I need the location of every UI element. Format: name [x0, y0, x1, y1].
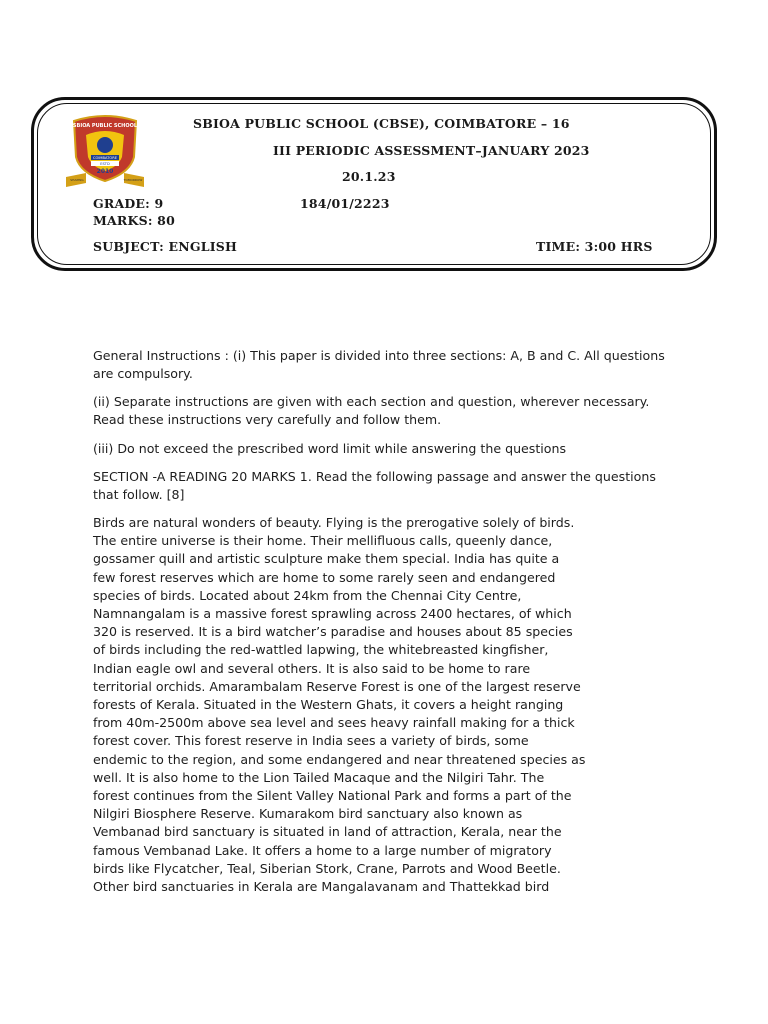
time-label: TIME: 3:00 HRS — [536, 239, 653, 254]
passage-line: Vembanad bird sanctuary is situated in land of attraction, Kerala, near the — [93, 824, 562, 840]
section-a-heading — [93, 468, 678, 504]
instruction-block-3 — [93, 440, 678, 458]
school-logo — [64, 113, 146, 189]
passage-line: endemic to the region, and some endangered and near threatened species as — [93, 751, 586, 767]
passage-line: species of birds. Located about 24km from the Chennai City Centre, — [93, 587, 522, 603]
passage-line: of birds including the red-wattled lapwing, the whitebreasted kingfisher, — [93, 642, 549, 658]
general-instructions — [93, 347, 678, 383]
passage-line: famous Vembanad Lake. It offers a home to a large number of migratory — [93, 842, 552, 858]
logo-ribbon-right: TOMORROW — [123, 178, 143, 182]
logo-text-top: SBIOA PUBLIC SCHOOL — [72, 123, 138, 129]
instruction-separate: (ii) Separate instructions are given with each section and question, wherever necessary. Read these instructions very carefully and follow them. — [93, 394, 650, 427]
passage-line: Indian eagle owl and several others. It is also said to be home to rare — [93, 660, 531, 676]
passage-line: 320 is reserved. It is a bird watcher’s paradise and houses about 85 species — [93, 624, 573, 640]
passage-line: Other bird sanctuaries in Kerala are Mangalavanam and Thattekkad bird — [93, 879, 550, 895]
instruction-word-limit: (iii) Do not exceed the prescribed word limit while answering the questions — [93, 441, 567, 456]
logo-year: 2010 — [96, 168, 114, 175]
assessment-title: III PERIODIC ASSESSMENT–JANUARY 2023 — [273, 143, 590, 158]
passage-line: Namnangalam is a massive forest sprawling across 2400 hectares, of which — [93, 606, 572, 622]
marks-label: MARKS: 80 — [93, 213, 175, 228]
logo-ribbon-left: SHAPING — [70, 178, 84, 182]
passage-line: forest continues from the Silent Valley National Park and forms a part of the — [93, 788, 572, 804]
grade-label: GRADE: 9 — [93, 196, 164, 211]
passage-line: The entire universe is their home. Their mellifluous calls, queenly dance, — [93, 533, 553, 549]
paper-code: 184/01/2223 — [300, 196, 390, 211]
passage-line: birds like Flycatcher, Teal, Siberian Stork, Crane, Parrots and Wood Beetle. — [93, 860, 561, 876]
reading-passage — [93, 514, 678, 896]
section-a-text: SECTION -A READING 20 MARKS 1. Read the following passage and answer the questions that follow. [8] — [93, 469, 656, 502]
instruction-block-2 — [93, 393, 678, 429]
passage-line: few forest reserves which are home to some rarely seen and endangered — [93, 569, 556, 585]
passage-line: from 40m-2500m above sea level and sees heavy rainfall making for a thick — [93, 715, 575, 731]
subject-label: SUBJECT: ENGLISH — [93, 239, 238, 254]
passage-line: forest cover. This forest reserve in India sees a variety of birds, some — [93, 733, 529, 749]
passage-line: Nilgiri Biosphere Reserve. Kumarakom bird sanctuary also known as — [93, 806, 523, 822]
passage-line: gossamer quill and artistic sculpture make them special. India has quite a — [93, 551, 560, 567]
school-name: SBIOA PUBLIC SCHOOL (CBSE), COIMBATORE – 16 — [193, 116, 570, 131]
exam-date: 20.1.23 — [342, 169, 396, 184]
passage-line: territorial orchids. Amarambalam Reserve Forest is one of the largest reserve — [93, 678, 581, 694]
instruction-general: General Instructions : (i) This paper is divided into three sections: A, B and C. All questions are compulsory. — [93, 348, 665, 381]
passage-line: Birds are natural wonders of beauty. Flying is the prerogative solely of birds. — [93, 515, 575, 530]
passage-line: forests of Kerala. Situated in the Western Ghats, it covers a height ranging — [93, 697, 564, 713]
passage-line: well. It is also home to the Lion Tailed Macaque and the Nilgiri Tahr. The — [93, 769, 545, 785]
logo-text-mid: COIMBATORE — [93, 156, 117, 160]
logo-estd: ESTD — [100, 162, 110, 166]
